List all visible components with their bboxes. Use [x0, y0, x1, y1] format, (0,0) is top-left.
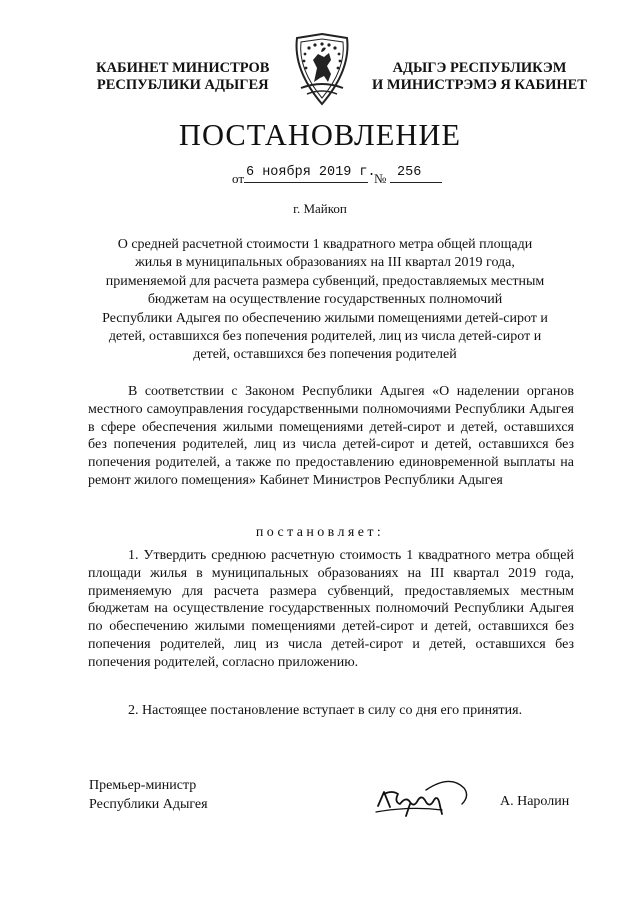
header-left-block: [96, 60, 269, 94]
date-number-line: [0, 163, 640, 189]
subject-line: О средней расчетной стоимости 1 квадратного метра общей площади: [117, 237, 533, 252]
subject-line: Республики Адыгея по обеспечению жилыми помещениями детей-сирот и: [102, 310, 548, 326]
number-underline: [390, 182, 442, 183]
preamble-paragraph: [88, 383, 574, 490]
subject-line: детей, оставшихся без попечения родителей, лиц из числа детей-сирот и: [108, 329, 542, 345]
subject-line: детей, оставшихся без попечения родителей: [193, 347, 457, 363]
number-value: 256: [397, 165, 422, 180]
header-right-line1: АДЫГЭ РЕСПУБЛИКЭМ: [392, 60, 567, 76]
coat-of-arms-emblem-icon: [287, 30, 357, 108]
number-label: №: [374, 171, 387, 186]
subject-line: бюджетам на осуществление государственных полномочий: [147, 292, 503, 308]
date-label: от: [232, 171, 245, 186]
header-left-line2: РЕСПУБЛИКИ АДЫГЕЯ: [96, 77, 269, 93]
header-right-line2: И МИНИСТРЭМЭ Я КАБИНЕТ: [372, 77, 587, 93]
signatory-name: А. Наролин: [500, 794, 570, 809]
handwritten-signature-icon: [370, 776, 474, 820]
resolves-heading: постановляет:: [255, 525, 385, 540]
header-left-line1: КАБИНЕТ МИНИСТРОВ: [96, 60, 270, 76]
date-underline: [244, 182, 368, 183]
document-subject: [84, 236, 566, 365]
document-title: ПОСТАНОВЛЕНИЕ: [178, 118, 462, 152]
subject-line: применяемой для расчета размера субвенций, предоставляемых местным: [105, 273, 545, 289]
item-2-paragraph: [88, 702, 574, 720]
header-right-block: [372, 60, 587, 94]
signatory-position: [89, 776, 208, 814]
item-1-text: 1. Утвердить среднюю расчетную стоимость 1 квадратного метра общей площади жилья в муниципальных образованиях на III квартал 2019 года, применяемую для расчета размера субвенций, предоставляемых местным бюджетам на осуществление государственных полномочий Республики Адыгея по обеспечению жилыми помещениями детей-сирот и детей, оставшихся без попечения родителей, лиц из числа детей-сирот и детей, оставшихся без попечения родителей, согласно приложению.: [88, 548, 574, 670]
preamble-text: В соответствии с Законом Республики Адыгея «О наделении органов местного самоуправления государственными полномочиями Республики Адыгея в сфере обеспечения жилыми помещениями детей-сирот и детей, оставшихся без попечения родителей, лиц из числа детей-сирот и детей, оставшихся без попечения родителей, а также по предоставлению единовременной выплаты на ремонт жилого помещения» Кабинет Министров Республики Адыгея: [88, 384, 574, 488]
item-1-paragraph: [88, 547, 574, 672]
subject-line: жилья в муниципальных образованиях на III квартал 2019 года,: [135, 255, 515, 271]
signatory-position-line2: Республики Адыгея: [89, 797, 208, 812]
date-value: 6 ноября 2019 г.: [246, 165, 376, 180]
city-line: г. Майкоп: [293, 201, 347, 216]
item-2-text: 2. Настоящее постановление вступает в силу со дня его принятия.: [128, 703, 523, 718]
signatory-position-line1: Премьер-министр: [89, 778, 197, 793]
